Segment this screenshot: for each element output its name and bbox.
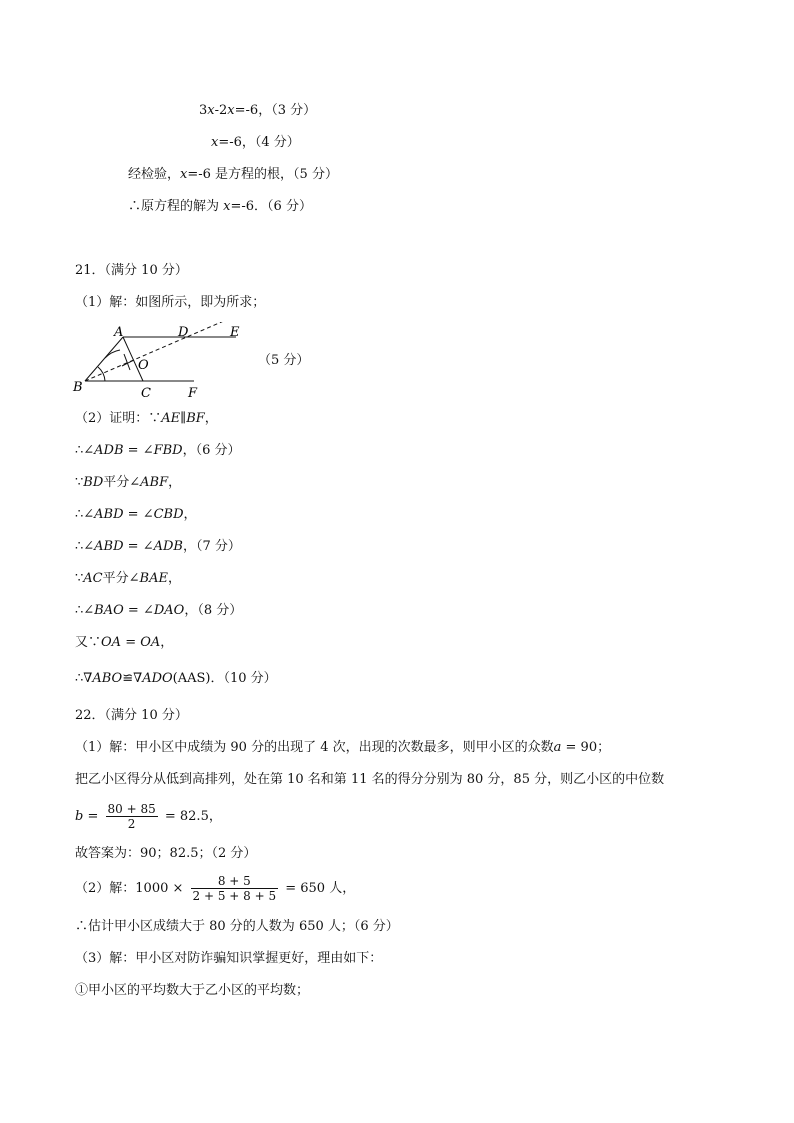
median-fraction — [106, 802, 158, 831]
eq2-var: x — [211, 135, 219, 150]
eq1-rest: =-6，（3 分） — [234, 103, 317, 118]
solution-a: ∴原方程的解为 — [128, 199, 224, 214]
s3-b: ABD — [94, 507, 124, 522]
q22-part3: （3）解：甲小区对防诈骗知识掌握更好，理由如下： — [75, 951, 383, 966]
solution-line — [128, 198, 312, 216]
estimate-fraction — [191, 874, 279, 903]
s6-a: ∴∠ — [75, 603, 95, 618]
q22-p1-b: a — [553, 740, 562, 755]
s1-e: ，（6 分） — [182, 443, 241, 458]
s1-a: ∴∠ — [75, 443, 95, 458]
q21-part1: （1）解：如图所示，即为所求； — [75, 295, 266, 310]
s3-d: CBD — [153, 507, 184, 522]
q22-p1-a: （1）解：甲小区中成绩为 90 分的出现了 4 次，出现的次数最多，则甲小区的众数 — [75, 740, 554, 755]
q21-step-3 — [75, 506, 197, 524]
label-b: B — [73, 380, 83, 395]
s3-c: = ∠ — [123, 507, 154, 522]
s6-d: DAO — [153, 603, 185, 618]
label-e: E — [230, 325, 240, 340]
q21-step-6 — [75, 602, 242, 620]
s1-b: ADB — [94, 443, 124, 458]
s3-e: ， — [183, 507, 197, 522]
eq1-coef: 3 — [199, 103, 208, 118]
median-den: 2 — [127, 817, 136, 831]
s2-d: ABF — [140, 475, 169, 490]
solution-b: =-6．（6 分） — [230, 199, 312, 214]
solution-var: x — [223, 199, 231, 214]
s6-b: BAO — [94, 603, 124, 618]
check-a: 经检验， — [128, 167, 181, 182]
q21-step-4 — [75, 538, 241, 556]
estimate-result: = 650 人， — [281, 881, 356, 896]
q21-header: 21．（满分 10 分） — [75, 263, 188, 278]
median-eq: = — [83, 809, 103, 824]
q21-conclusion — [75, 670, 277, 688]
s5-a: ∵ — [75, 571, 84, 586]
figure-score: （5 分） — [258, 353, 310, 368]
median-formula — [75, 801, 222, 833]
eq1-minus: -2 — [214, 103, 228, 118]
p2-a: （2）证明：∵ — [75, 411, 162, 426]
s2-e: ， — [168, 475, 182, 490]
s5-e: ， — [167, 571, 181, 586]
label-c: C — [141, 386, 151, 401]
s2-c: 平分∠ — [103, 475, 141, 490]
s4-b: ABD — [94, 539, 124, 554]
s4-e: ，（7 分） — [182, 539, 241, 554]
q21-step-5 — [75, 570, 181, 588]
median-result: = 82.5， — [160, 809, 222, 824]
s8-d: ADO — [142, 671, 173, 686]
q22-part2-conclusion: ∴估计甲小区成绩大于 80 分的人数为 650 人；（6 分） — [75, 919, 399, 934]
s8-e: (AAS)．（10 分） — [172, 671, 277, 686]
p2-c: ∥ — [180, 411, 187, 426]
median-num: 80 + 85 — [107, 802, 156, 816]
q21-step-1 — [75, 442, 241, 460]
estimate-formula — [75, 873, 355, 905]
equation-line-2 — [211, 134, 300, 152]
s5-b: AC — [83, 571, 103, 586]
q22-answer: 故答案为：90；82.5；（2 分） — [75, 846, 257, 861]
s7-b: OA — [101, 635, 122, 650]
label-a: A — [114, 325, 124, 340]
q22-part1-line2: 把乙小区得分从低到高排列，处在第 10 名和第 11 名的得分分别为 80 分，85 分，则乙小区的中位数 — [75, 772, 665, 787]
label-d: D — [178, 325, 189, 340]
s6-e: ，（8 分） — [184, 603, 243, 618]
label-o: O — [138, 358, 149, 373]
line-bd-dashed — [85, 322, 233, 381]
p2-d: BF — [186, 411, 205, 426]
check-var: x — [180, 167, 188, 182]
s7-e: ， — [160, 635, 174, 650]
s2-b: BD — [83, 475, 104, 490]
s1-c: = ∠ — [123, 443, 154, 458]
s4-a: ∴∠ — [75, 539, 95, 554]
label-f: F — [188, 386, 198, 401]
q22-p1-c: = 90； — [561, 740, 611, 755]
s3-a: ∴∠ — [75, 507, 95, 522]
q22-part1 — [75, 739, 610, 757]
geometry-figure — [68, 322, 278, 402]
q21-step-2 — [75, 474, 181, 492]
q22-header: 22．（满分 10 分） — [75, 708, 188, 723]
s7-a: 又∵ — [75, 635, 102, 650]
estimate-a: （2）解：1000 × — [75, 881, 188, 896]
eq2-rest: =-6，（4 分） — [218, 135, 300, 150]
s1-d: FBD — [153, 443, 183, 458]
median-var: b — [75, 809, 84, 824]
s4-c: = ∠ — [123, 539, 154, 554]
s8-c: ≌∇ — [122, 671, 143, 686]
s7-d: OA — [140, 635, 161, 650]
s5-c: 平分∠ — [102, 571, 140, 586]
s6-c: = ∠ — [123, 603, 154, 618]
s8-a: ∴∇ — [75, 671, 93, 686]
equation-line-1 — [199, 102, 316, 120]
q21-part2 — [75, 410, 218, 428]
s7-c: = — [121, 635, 141, 650]
arc-at-a — [105, 350, 120, 358]
s5-d: BAE — [139, 571, 168, 586]
estimate-den: 2 + 5 + 8 + 5 — [192, 889, 277, 903]
eq1-var2: x — [227, 103, 235, 118]
check-b: =-6 是方程的根，（5 分） — [187, 167, 338, 182]
s2-a: ∵ — [75, 475, 84, 490]
q22-part3-reason-1: ①甲小区的平均数大于乙小区的平均数； — [75, 983, 310, 998]
q21-step-7 — [75, 634, 173, 652]
s4-d: ADB — [153, 539, 183, 554]
check-line — [128, 166, 338, 184]
estimate-num: 8 + 5 — [191, 874, 279, 889]
eq1-var1: x — [207, 103, 215, 118]
s8-b: ABO — [92, 671, 123, 686]
p2-e: ， — [204, 411, 218, 426]
p2-b: AE — [161, 411, 181, 426]
